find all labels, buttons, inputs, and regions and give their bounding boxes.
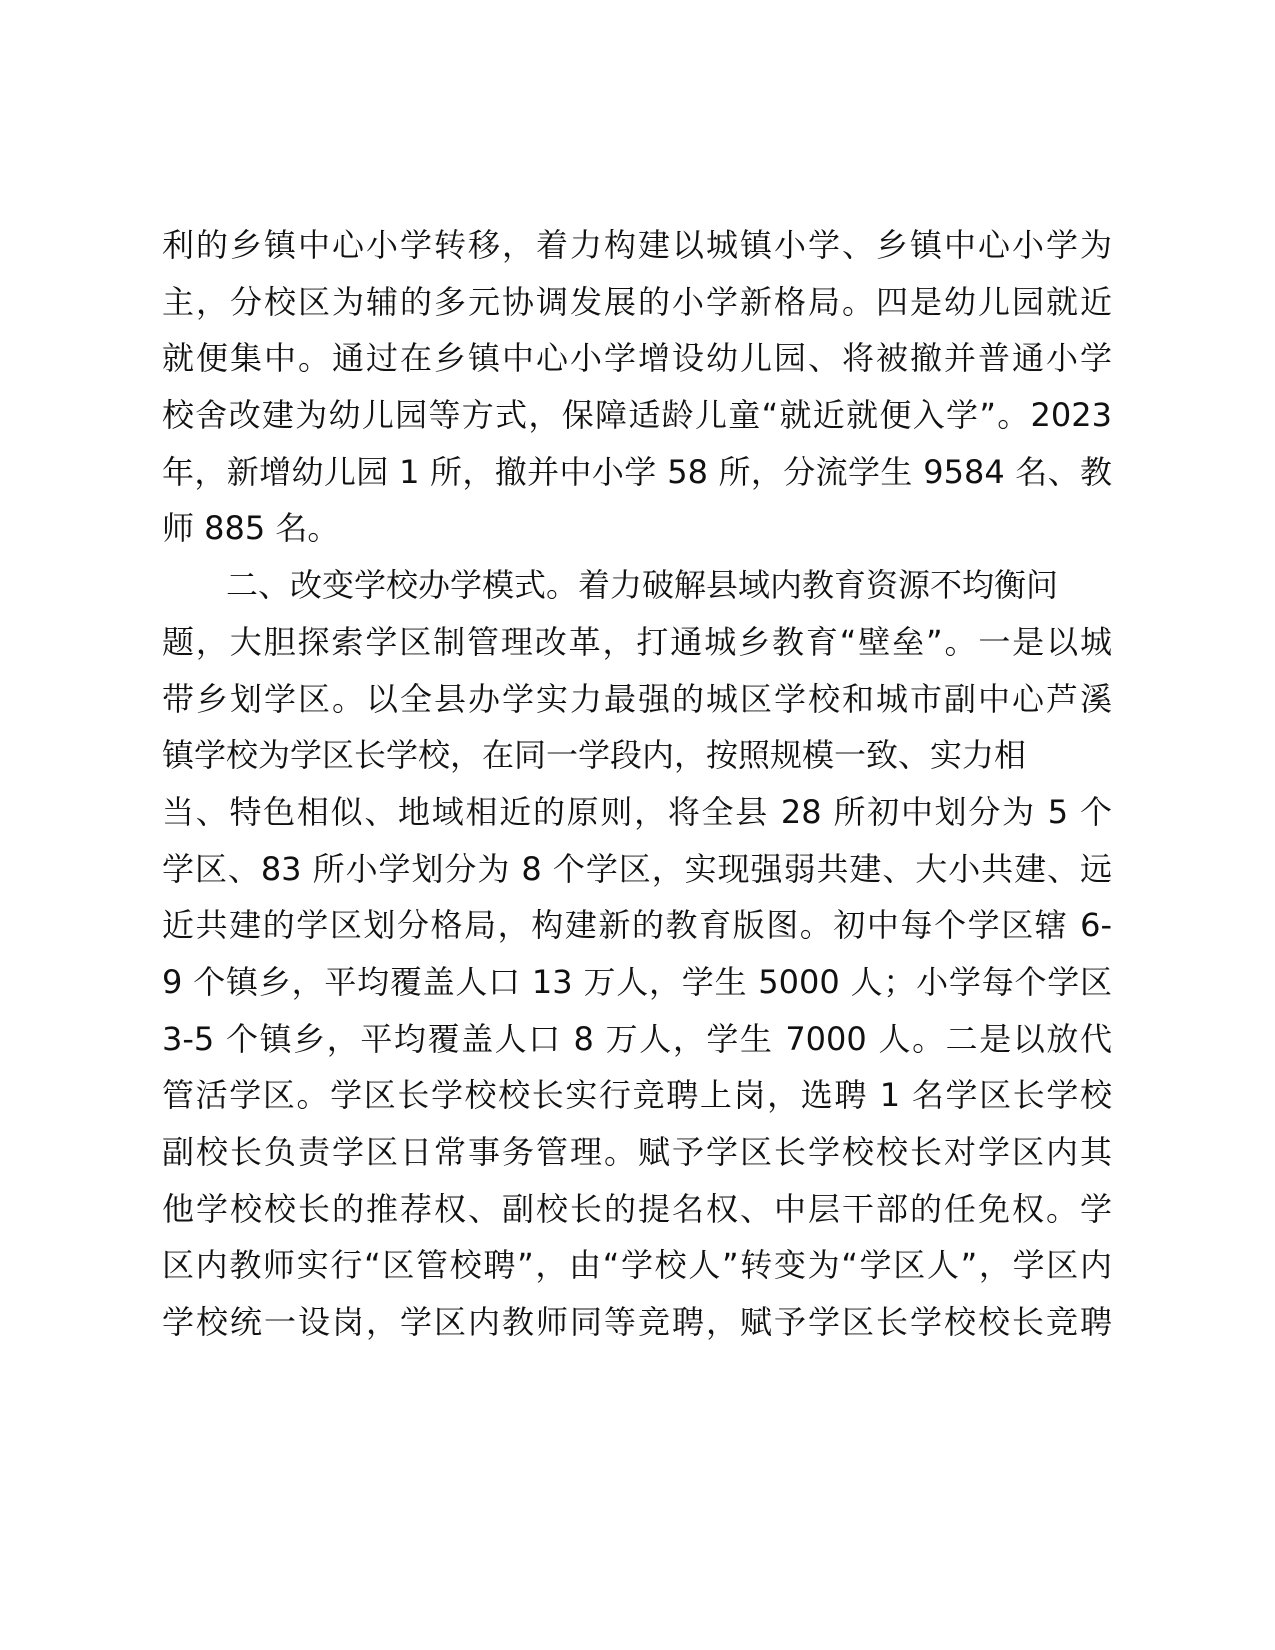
text-line: 3-5 个镇乡，平均覆盖人口 8 万人，学生 7000 人。二是以放代 <box>162 1019 1112 1058</box>
text-line: 管活学区。学区长学校校长实行竞聘上岗，选聘 1 名学区长学校 <box>162 1076 1112 1115</box>
text-line: 题，大胆探索学区制管理改革，打通城乡教育“壁垒”。一是以城 <box>162 622 1112 661</box>
paragraph-start-line: 二、改变学校办学模式。着力破解县域内教育资源不均衡问 <box>226 566 1059 605</box>
text-line: 当、特色相似、地域相近的原则，将全县 28 所初中划分为 5 个 <box>162 792 1112 831</box>
text-line: 镇学校为学区长学校，在同一学段内，按照规模一致、实力相 <box>162 736 1027 775</box>
text-line: 利的乡镇中心小学转移，着力构建以城镇小学、乡镇中心小学为 <box>162 226 1112 264</box>
body-text <box>162 217 1112 1351</box>
text-line: 就便集中。通过在乡镇中心小学增设幼儿园、将被撤并普通小学 <box>162 339 1112 378</box>
text-line: 师 885 名。 <box>162 509 340 548</box>
text-line: 主，分校区为辅的多元协调发展的小学新格局。四是幼儿园就近 <box>162 282 1112 321</box>
text-line: 9 个镇乡，平均覆盖人口 13 万人，学生 5000 人；小学每个学区 <box>162 962 1112 1001</box>
text-line: 副校长负责学区日常事务管理。赋予学区长学校校长对学区内其 <box>162 1133 1112 1171</box>
text-line: 带乡划学区。以全县办学实力最强的城区学校和城市副中心芦溪 <box>162 679 1112 718</box>
text-line: 学校统一设岗，学区内教师同等竞聘，赋予学区长学校校长竞聘 <box>162 1303 1112 1342</box>
text-line: 他学校校长的推荐权、副校长的提名权、中层干部的任免权。学 <box>162 1189 1112 1228</box>
text-line: 年，新增幼儿园 1 所，撤并中小学 58 所，分流学生 9584 名、教 <box>162 452 1112 491</box>
text-line: 学区、83 所小学划分为 8 个学区，实现强弱共建、大小共建、远 <box>162 849 1112 888</box>
text-line: 近共建的学区划分格局，构建新的教育版图。初中每个学区辖 6- <box>162 906 1112 945</box>
text-line: 校舍改建为幼儿园等方式，保障适龄儿童“就近就便入学”。2023 <box>162 396 1112 435</box>
text-line: 区内教师实行“区管校聘”，由“学校人”转变为“学区人”，学区内 <box>162 1246 1112 1285</box>
